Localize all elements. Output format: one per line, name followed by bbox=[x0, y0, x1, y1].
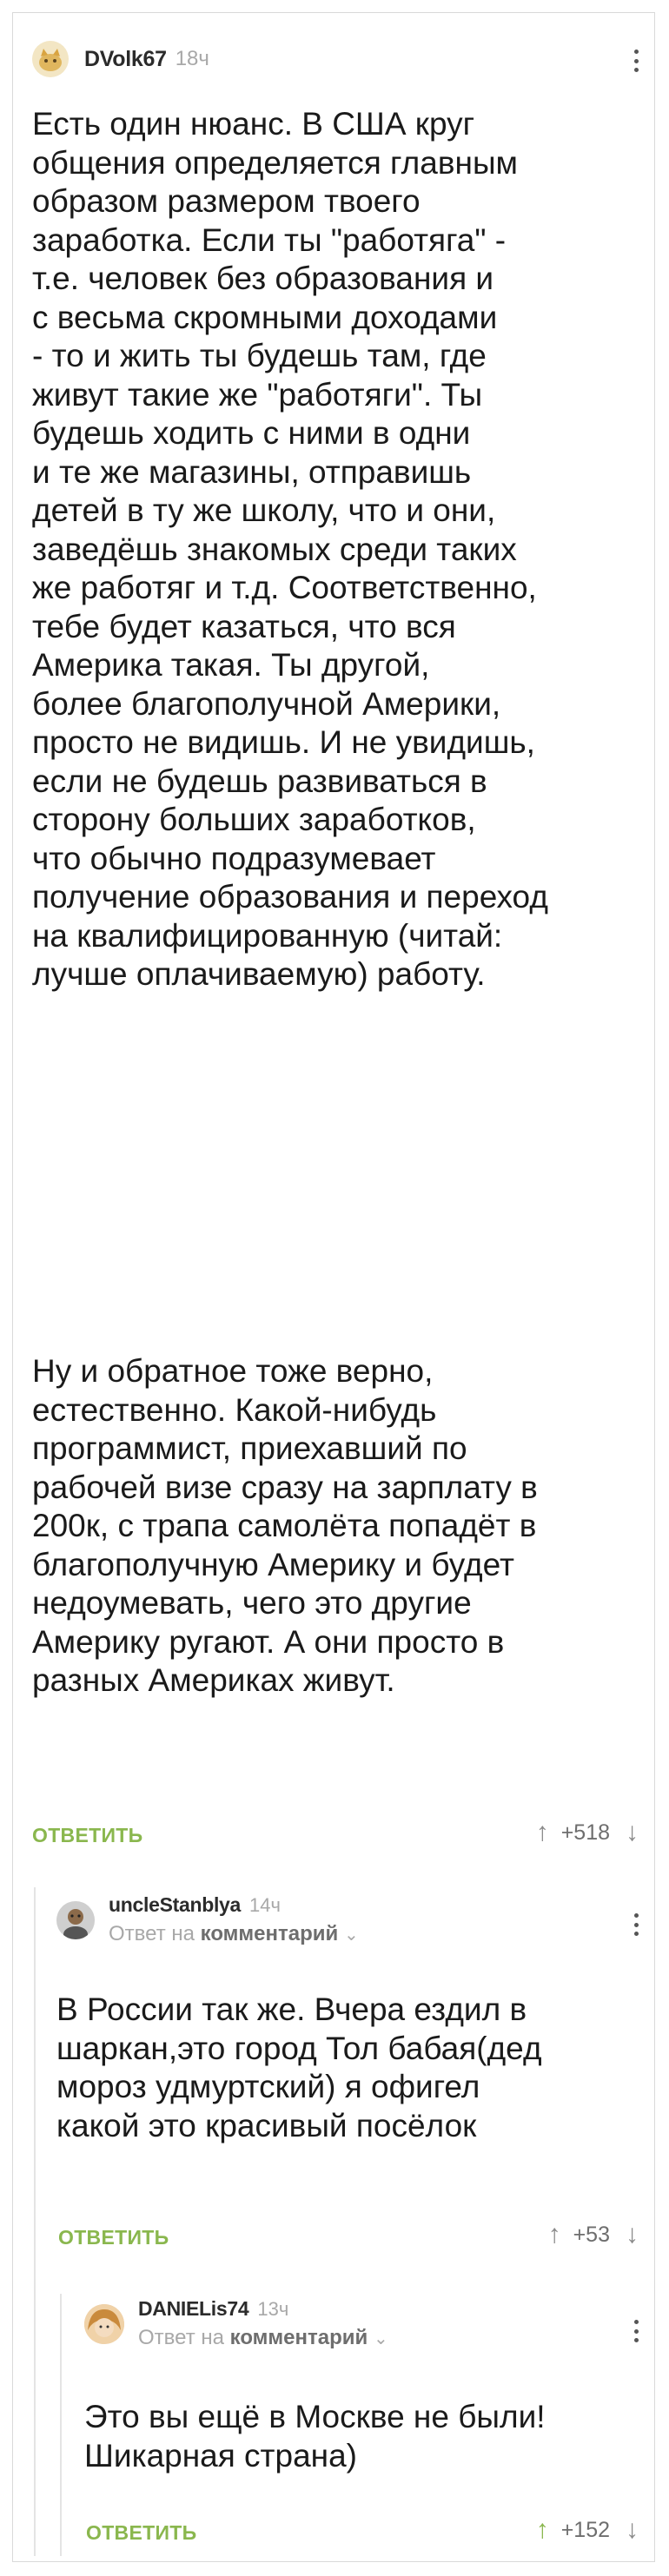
rating-block bbox=[548, 2222, 639, 2248]
avatar[interactable] bbox=[84, 2304, 124, 2344]
more-options-icon[interactable] bbox=[632, 1913, 640, 1936]
comment-text: Это вы ещё в Москве не были! Шикарная страна) bbox=[84, 2399, 546, 2474]
comment-text-paragraph-1: Есть один нюанс. В США круг общения определяется главным образом размером твоего заработка. Если ты "работяга" - т.е. человек без образования и с весьма скромными доходами - то и жить ты будешь там, где живут такие же "работяги". Ты будешь ходить с ними в одни и те же магазины, отправишь детей в ту же школу, что и они, заведёшь знакомых среди таких же работяг и т.д. Соответственно, тебе будет казаться, что вся Америка такая. Ты другой, более благополучной Америки, просто не видишь. И не увидишь, если не будешь развиваться в сторону больших заработков, что обычно подразумевает получение образования и переход на квалифицированную (читай: лучше оплачиваемую) работу. bbox=[32, 106, 548, 992]
author-block bbox=[138, 2297, 388, 2350]
rating-block bbox=[536, 2517, 639, 2543]
reply-to-target[interactable]: комментарий bbox=[200, 1922, 339, 1945]
upvote-icon[interactable]: ↑ bbox=[535, 2515, 549, 2544]
reply-to-prefix: Ответ на bbox=[138, 2326, 224, 2349]
reply-button[interactable]: ОТВЕТИТЬ bbox=[86, 2521, 197, 2544]
author-name[interactable]: DVolk67 bbox=[84, 46, 167, 71]
rating-value: +518 bbox=[560, 1820, 610, 1845]
author-name[interactable]: uncleStanblya bbox=[109, 1893, 242, 1916]
downvote-icon[interactable]: ↓ bbox=[626, 1818, 639, 1846]
author-block bbox=[109, 1893, 359, 1946]
reply-to-link[interactable] bbox=[138, 2326, 388, 2350]
cat-avatar-icon bbox=[32, 41, 69, 77]
author-name[interactable]: DANIELis74 bbox=[138, 2297, 249, 2320]
chevron-down-icon[interactable]: ⌄ bbox=[373, 2329, 388, 2348]
avatar[interactable] bbox=[56, 1901, 95, 1939]
more-options-icon[interactable] bbox=[632, 2320, 640, 2342]
comments-frame bbox=[12, 12, 655, 2562]
reply-to-target[interactable]: комментарий bbox=[229, 2326, 368, 2349]
author-line bbox=[138, 2297, 388, 2321]
rating-block bbox=[536, 1820, 639, 1846]
comment-text: В России так же. Вчера ездил в шаркан,это город Тол бабая(дед мороз удмуртский) я офигел какой это красивый посёлок bbox=[56, 1991, 542, 2143]
more-options-icon[interactable] bbox=[632, 50, 640, 72]
comment-time: 13ч bbox=[257, 2298, 289, 2320]
reply-button[interactable]: ОТВЕТИТЬ bbox=[58, 2226, 169, 2249]
user-avatar-icon bbox=[84, 2304, 124, 2344]
reply-to-link[interactable] bbox=[109, 1922, 359, 1946]
chevron-down-icon[interactable]: ⌄ bbox=[343, 1925, 359, 1945]
comment-header bbox=[56, 1893, 359, 1946]
comment-header bbox=[84, 2297, 388, 2350]
comment-header bbox=[32, 41, 209, 77]
upvote-icon[interactable]: ↑ bbox=[535, 1818, 549, 1846]
user-avatar-icon bbox=[56, 1901, 95, 1939]
comment-time: 14ч bbox=[249, 1894, 281, 1916]
rating-value: +152 bbox=[560, 2517, 610, 2542]
downvote-icon[interactable]: ↓ bbox=[626, 2220, 639, 2249]
author-line bbox=[109, 1893, 359, 1917]
rating-value: +53 bbox=[573, 2222, 610, 2247]
thread-line-level-2[interactable] bbox=[60, 2294, 62, 2556]
upvote-icon[interactable]: ↑ bbox=[547, 2220, 561, 2249]
thread-line-level-1[interactable] bbox=[34, 1887, 36, 2556]
comment-time: 18ч bbox=[175, 47, 209, 70]
downvote-icon[interactable]: ↓ bbox=[626, 2515, 639, 2544]
reply-to-prefix: Ответ на bbox=[109, 1922, 195, 1945]
comment-text-paragraph-2: Ну и обратное тоже верно, естественно. Какой-нибудь программист, приехавший по рабочей визе сразу на зарплату в 200к, с трапа самолёта попадёт в благополучную Америку и будет недоумевать, чего это другие Америку ругают. А они просто в разных Америках живут. bbox=[32, 1353, 538, 1698]
avatar[interactable] bbox=[32, 41, 69, 77]
reply-button[interactable]: ОТВЕТИТЬ bbox=[32, 1824, 143, 1846]
